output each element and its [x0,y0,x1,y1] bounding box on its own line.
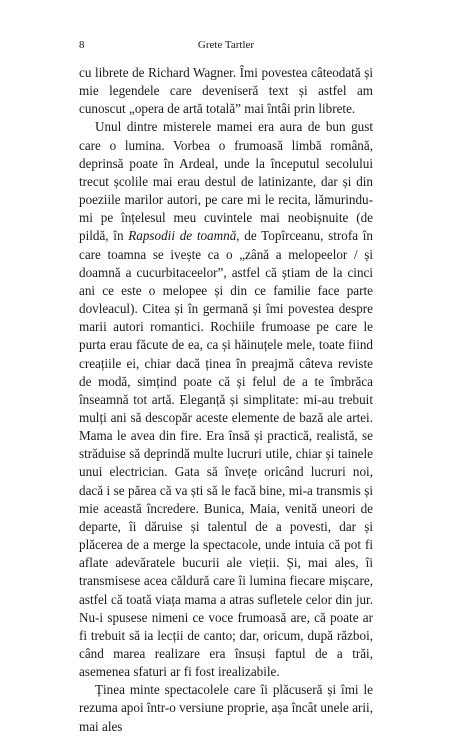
work-title: Rapsodii de toamnă [128,228,237,244]
running-head-author: Grete Tartler [197,39,255,51]
page-number: 8 [79,39,85,51]
running-head [0,37,452,53]
paragraph-spectacles: Ținea minte spectacolele care îi plăcuseră și îmi le rezuma apoi într-o versiune proprie, așa încât unele arii, mai ales [79,682,373,734]
paragraph-continuation: cu librete de Richard Wagner. Îmi povestea câteodată și mie legendele care deveniseră text și astfel am cunoscut „opera de artă totală” mai întâi prin librete. [79,65,373,117]
paragraph-mother-taste: Unul dintre misterele mamei era aura de bun gust care o lumina. Vorbea o frumoasă limbă română, deprinsă poate în Ardeal, unde la începutul secolului trecut școlile mai erau destul de latinizante, dar și din poeziile marilor autori, pe care mi le recita, lămurindu-mi pe înțelesul meu cuvintele mai neobișnuite (de pildă, în Rapsodii de toamnă, de Topîrceanu, strofa în care toamna se ivește ca o „zână a melopeelor / și doamnă a cucurbitaceelor”, astfel că știam de la cinci ani ce este o melopee și din ce familie face parte dovleacul). Citea și în germană și îmi povestea despre marii autori romantici. Rochiile frumoase pe care le purta erau făcute de ea, ca și hăinuțele mele, toate fiind creațiile ei, chiar dacă ținea în preajmă câteva reviste de modă, simțind poate că și felul de a te îmbrăca înseamnă tot artă. Eleganță și simplitate: mi-au trebuit mulți ani să descopăr aceste elemente de bază ale artei. Mama le avea din fire. Era însă și practică, realistă, se străduise să deprindă multe lucruri utile, chiar și tainele unui electrician. Gata să învețe oricând lucruri noi, dacă i se părea că va ști să le facă bine, mi-a transmis și mie această încredere. Bunica, Maia, venită uneori de departe, îi dăruise și talentul de a povesti, dar și plăcerea de a merge la spectacole, unde intuia că pot fi aflate adevăratele bucurii ale vieții. Și, mai ales, îi transmisese acea căldură care îi lumina fiecare mișcare, astfel că toată viața mama a atras sufletele celor din jur. Nu-i spusese nimeni ce voce frumoasă are, că poate ar fi trebuit să ia lecții de canto; dar, oricum, după război, când marea realizare era însuși faptul de a trăi, asemenea sfaturi ar fi fost irealizabile. [79,119,373,680]
body-text [79,64,373,736]
